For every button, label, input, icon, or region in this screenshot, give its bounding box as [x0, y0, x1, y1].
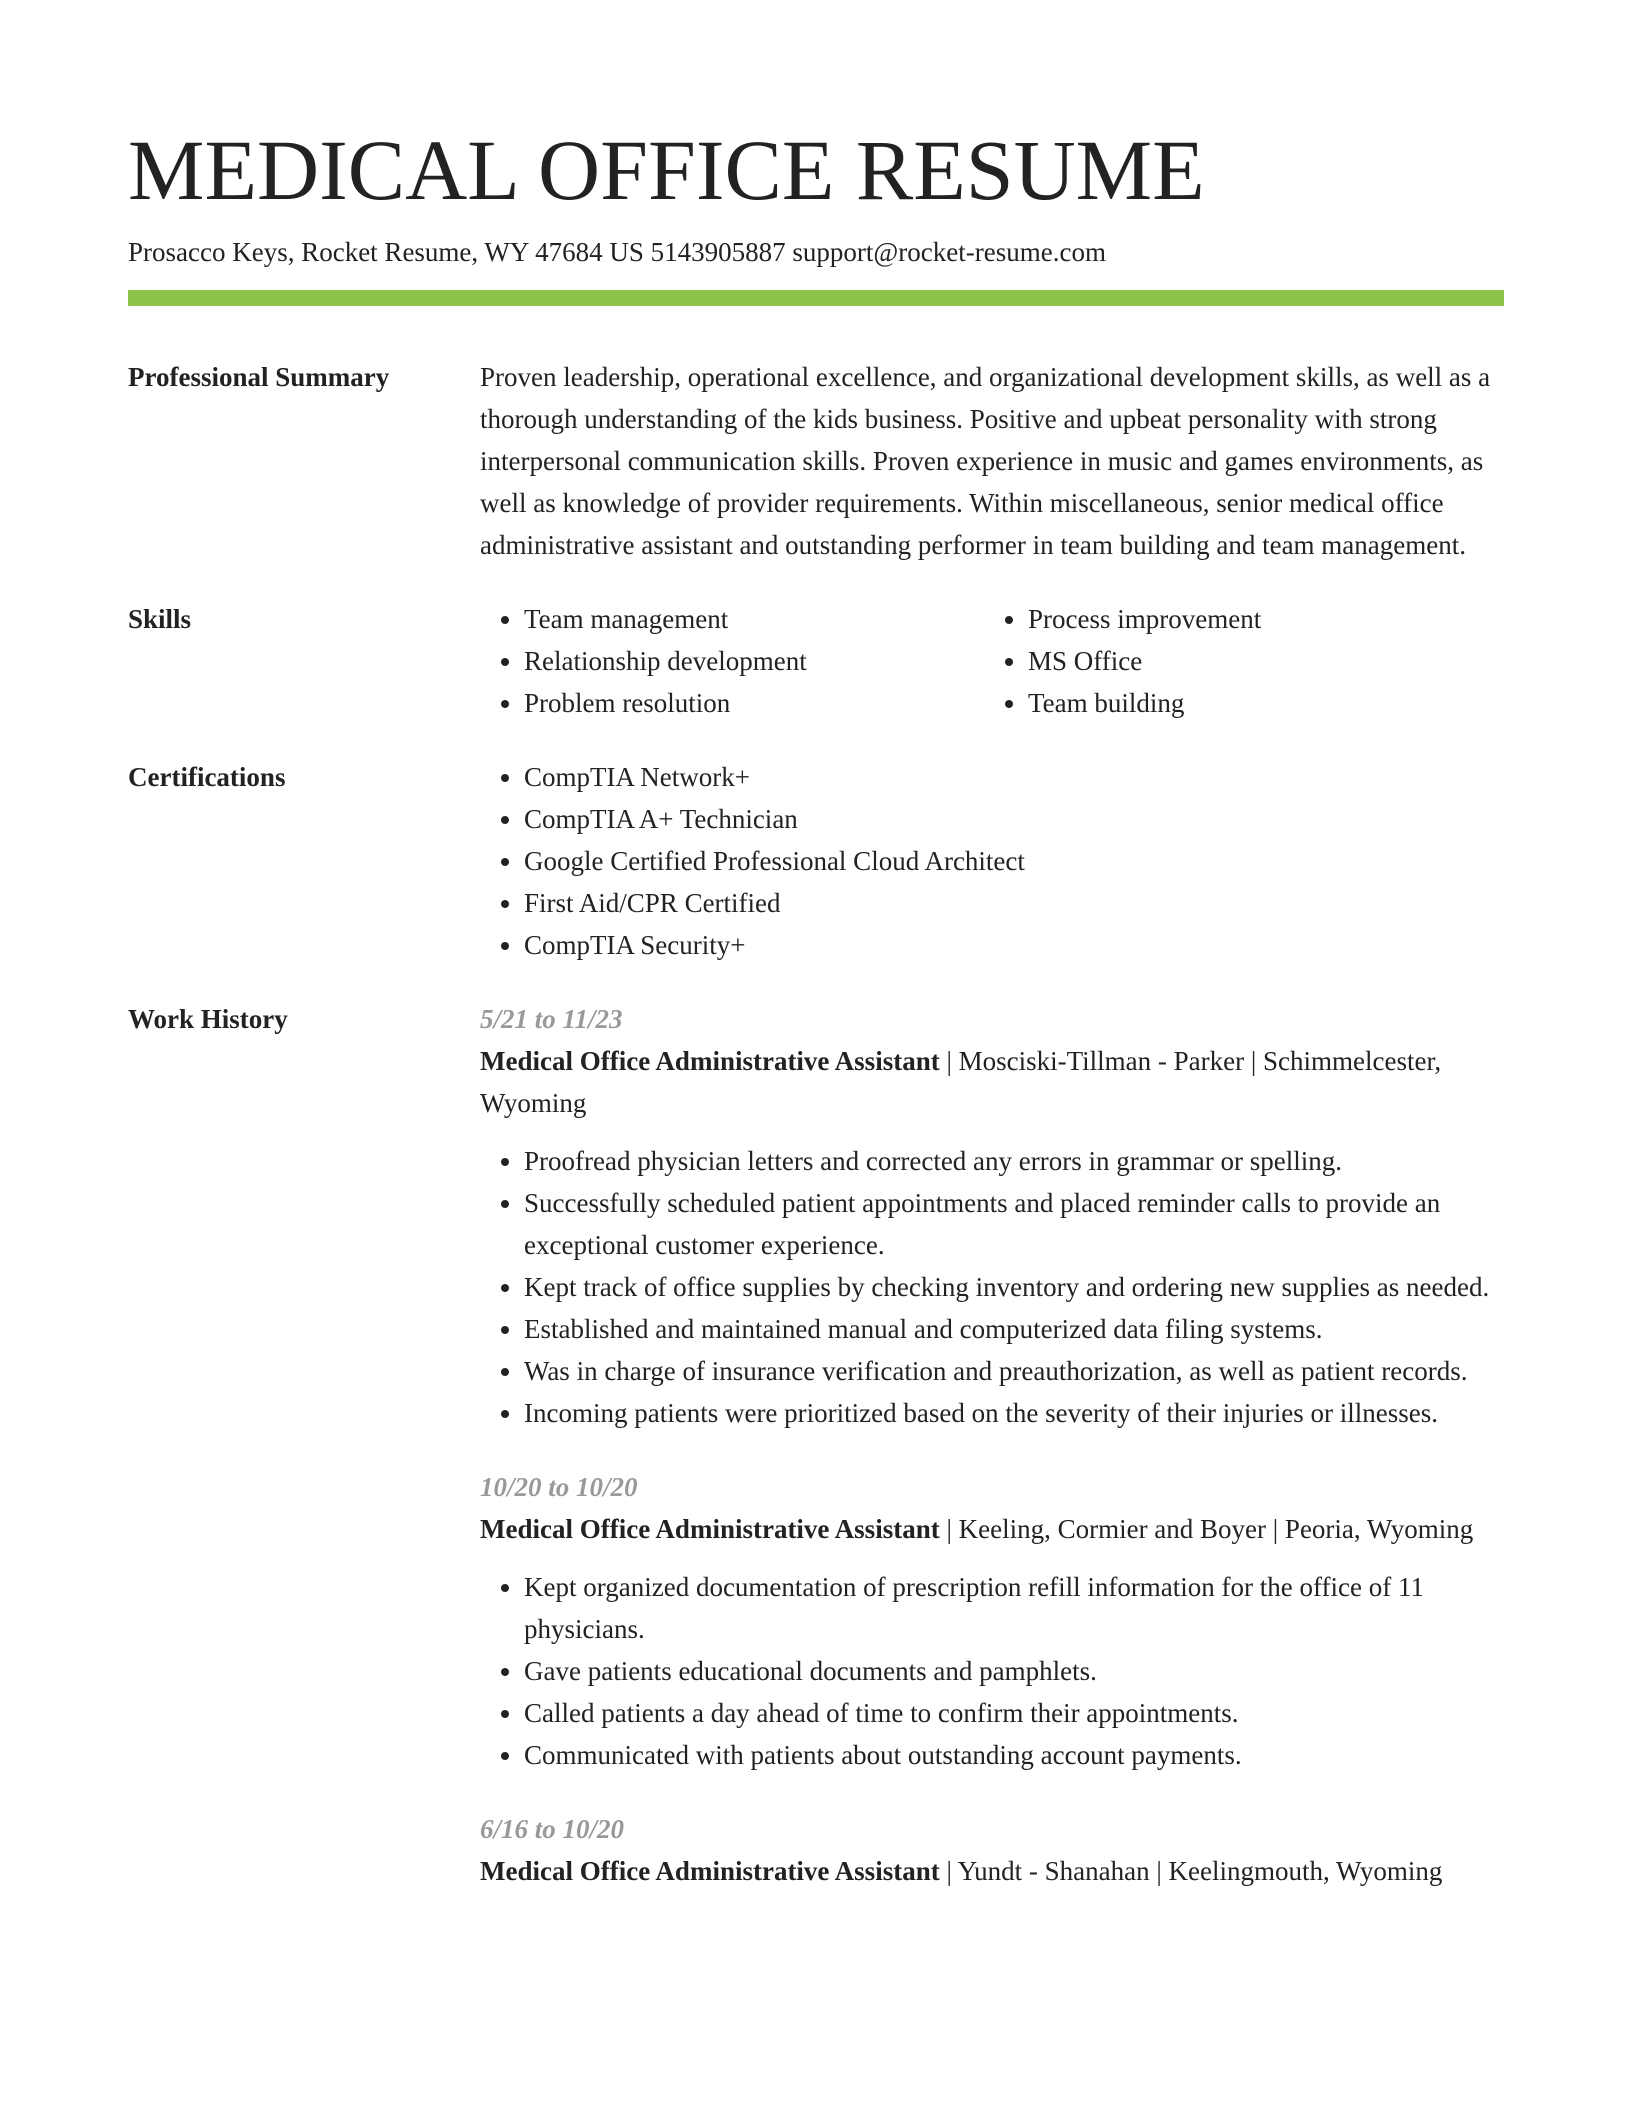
job-entry: [480, 1808, 1504, 1892]
section-professional-summary: [128, 356, 1504, 598]
section-skills: [128, 598, 1504, 756]
job-title: Medical Office Administrative Assistant: [480, 1046, 940, 1076]
job-employer-location: | Yundt - Shanahan | Keelingmouth, Wyoming: [939, 1856, 1443, 1886]
job-heading: [480, 1040, 1504, 1124]
certification-item: • CompTIA A+ Technician: [524, 798, 1504, 840]
section-label-work-history: Work History: [128, 1004, 288, 1034]
section-label-summary: Professional Summary: [128, 362, 390, 392]
skill-item: • Process improvement: [1028, 598, 1488, 640]
resume-page: [128, 118, 1504, 1924]
skill-item: • Team management: [524, 598, 984, 640]
skill-item: • Relationship development: [524, 640, 984, 682]
job-duty: • Successfully scheduled patient appointments and placed reminder calls to provide an exceptional customer experience.: [524, 1182, 1504, 1266]
job-heading: [480, 1850, 1504, 1892]
job-title: Medical Office Administrative Assistant: [480, 1514, 940, 1544]
skill-item: • Problem resolution: [524, 682, 984, 724]
resume-title: MEDICAL OFFICE RESUME: [128, 122, 1205, 218]
header-accent-rule: [128, 290, 1504, 306]
certification-item: • CompTIA Network+: [524, 756, 1504, 798]
job-entry: [480, 1466, 1504, 1776]
job-duty: • Communicated with patients about outstanding account payments.: [524, 1734, 1504, 1776]
job-duty: • Incoming patients were prioritized based on the severity of their injuries or illnesses.: [524, 1392, 1504, 1434]
skills-grid: [480, 598, 1504, 724]
section-work-history: [128, 998, 1504, 1924]
certification-item: • Google Certified Professional Cloud Architect: [524, 840, 1504, 882]
job-duty: • Gave patients educational documents and pamphlets.: [524, 1650, 1504, 1692]
section-certifications: [128, 756, 1504, 998]
job-employer-location: | Keeling, Cormier and Boyer | Peoria, Wyoming: [939, 1514, 1474, 1544]
skill-item: • Team building: [1028, 682, 1488, 724]
job-entry: [480, 998, 1504, 1434]
section-label-skills: Skills: [128, 604, 192, 634]
section-label-certifications: Certifications: [128, 762, 286, 792]
job-dates: 10/20 to 10/20: [480, 1472, 638, 1502]
certifications-list: [480, 756, 1504, 966]
certification-item: • First Aid/CPR Certified: [524, 882, 1504, 924]
contact-line: Prosacco Keys, Rocket Resume, WY 47684 US 5143905887 support@rocket-resume.com: [128, 237, 1106, 267]
job-duties-list: [480, 1566, 1504, 1776]
job-duty: • Was in charge of insurance verification and preauthorization, as well as patient records.: [524, 1350, 1504, 1392]
certification-item: • CompTIA Security+: [524, 924, 1504, 966]
job-dates: 6/16 to 10/20: [480, 1814, 625, 1844]
job-duty: • Kept organized documentation of prescription refill information for the office of 11 physicians.: [524, 1566, 1504, 1650]
job-title: Medical Office Administrative Assistant: [480, 1856, 940, 1886]
job-duty: • Called patients a day ahead of time to confirm their appointments.: [524, 1692, 1504, 1734]
job-duty: • Established and maintained manual and computerized data filing systems.: [524, 1308, 1504, 1350]
skills-list-right: [984, 598, 1488, 724]
job-duties-list: [480, 1140, 1504, 1434]
job-heading: [480, 1508, 1504, 1550]
job-duty: • Kept track of office supplies by checking inventory and ordering new supplies as needed.: [524, 1266, 1504, 1308]
job-employer-location: | Mosciski-Tillman - Parker | Schimmelcester, Wyoming: [480, 1046, 1442, 1118]
skill-item: • MS Office: [1028, 640, 1488, 682]
job-dates: 5/21 to 11/23: [480, 1004, 623, 1034]
skills-list-left: [480, 598, 984, 724]
job-duty: • Proofread physician letters and corrected any errors in grammar or spelling.: [524, 1140, 1504, 1182]
summary-text: Proven leadership, operational excellence, and organizational development skills, as well as a thorough understanding of the kids business. Positive and upbeat personality with strong interpersonal communication skills. Proven experience in music and games environments, as well as knowledge of provider requirements. Within miscellaneous, senior medical office administrative assistant and outstanding performer in team building and team management.: [480, 362, 1491, 560]
